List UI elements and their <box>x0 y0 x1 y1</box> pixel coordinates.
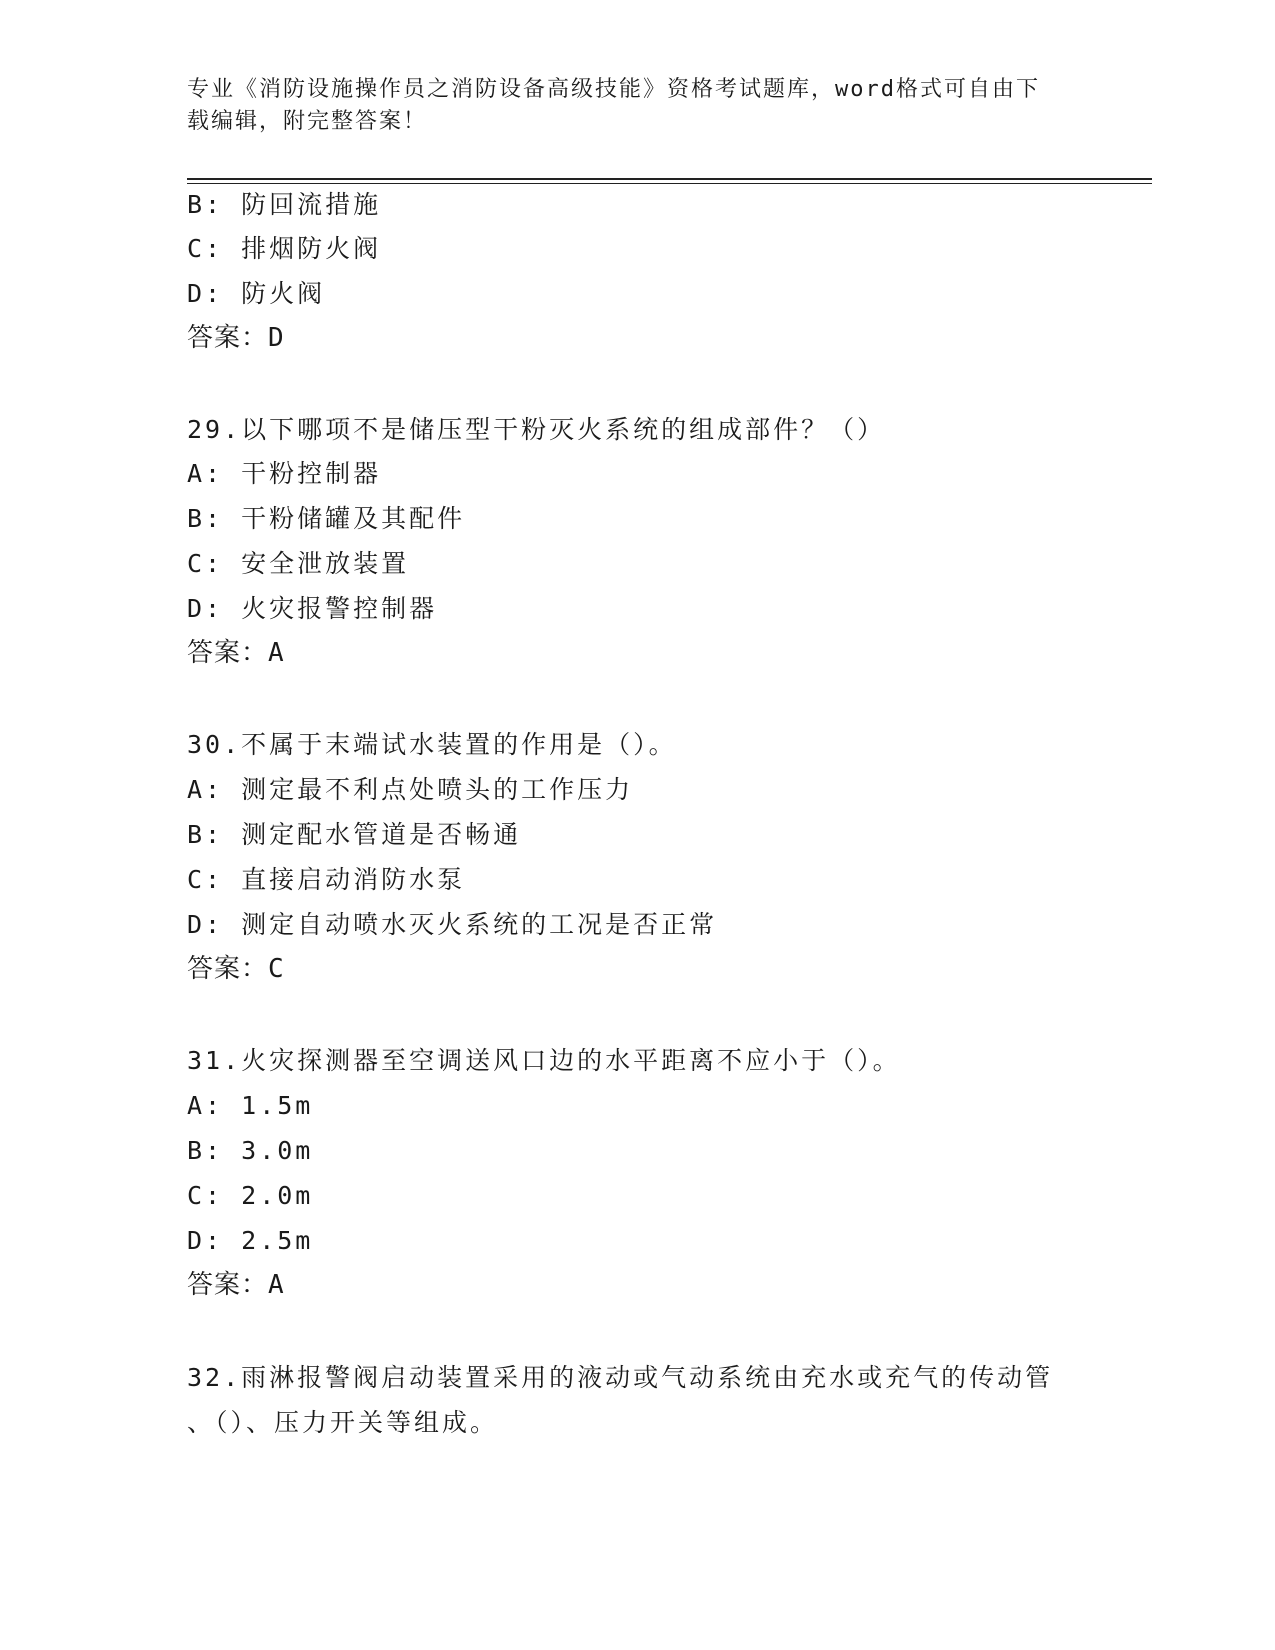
q28-option-d: D: 防火阀 <box>187 279 326 308</box>
header-divider-thick <box>187 178 1152 180</box>
q31-option-b: B: 3.0m <box>187 1136 314 1165</box>
q28-answer: 答案：D <box>187 323 285 353</box>
q32-question-line-2: 、（）、压力开关等组成。 <box>187 1408 499 1437</box>
q29-option-b: B: 干粉储罐及其配件 <box>187 504 466 533</box>
q31-option-c: C: 2.0m <box>187 1181 314 1210</box>
q30-option-a: A: 测定最不利点处喷头的工作压力 <box>187 775 634 804</box>
q31-answer: 答案：A <box>187 1270 285 1300</box>
header-line-1: 专业《消防设施操作员之消防设备高级技能》资格考试题库，word格式可自由下 <box>187 77 1040 102</box>
q29-option-c: C: 安全泄放装置 <box>187 549 410 578</box>
q30-option-d: D: 测定自动喷水灭火系统的工况是否正常 <box>187 910 718 939</box>
q30-question: 30.不属于末端试水装置的作用是（）。 <box>187 730 677 759</box>
header-line-2: 载编辑，附完整答案！ <box>187 109 428 134</box>
q28-option-c: C: 排烟防火阀 <box>187 234 382 263</box>
q29-answer: 答案：A <box>187 638 285 668</box>
q28-option-b: B: 防回流措施 <box>187 190 382 219</box>
q32-question-line-1: 32.雨淋报警阀启动装置采用的液动或气动系统由充水或充气的传动管 <box>187 1363 1054 1392</box>
header-divider-thin <box>187 183 1152 184</box>
q30-option-b: B: 测定配水管道是否畅通 <box>187 820 522 849</box>
q29-option-a: A: 干粉控制器 <box>187 459 382 488</box>
q31-question: 31.火灾探测器至空调送风口边的水平距离不应小于（）。 <box>187 1046 901 1075</box>
q31-option-a: A: 1.5m <box>187 1091 314 1120</box>
document-header <box>187 74 1067 138</box>
q29-option-d: D: 火灾报警控制器 <box>187 594 438 623</box>
q31-option-d: D: 2.5m <box>187 1226 314 1255</box>
q29-question: 29.以下哪项不是储压型干粉灭火系统的组成部件？（） <box>187 415 886 444</box>
q30-option-c: C: 直接启动消防水泵 <box>187 865 466 894</box>
q30-answer: 答案：C <box>187 954 285 984</box>
